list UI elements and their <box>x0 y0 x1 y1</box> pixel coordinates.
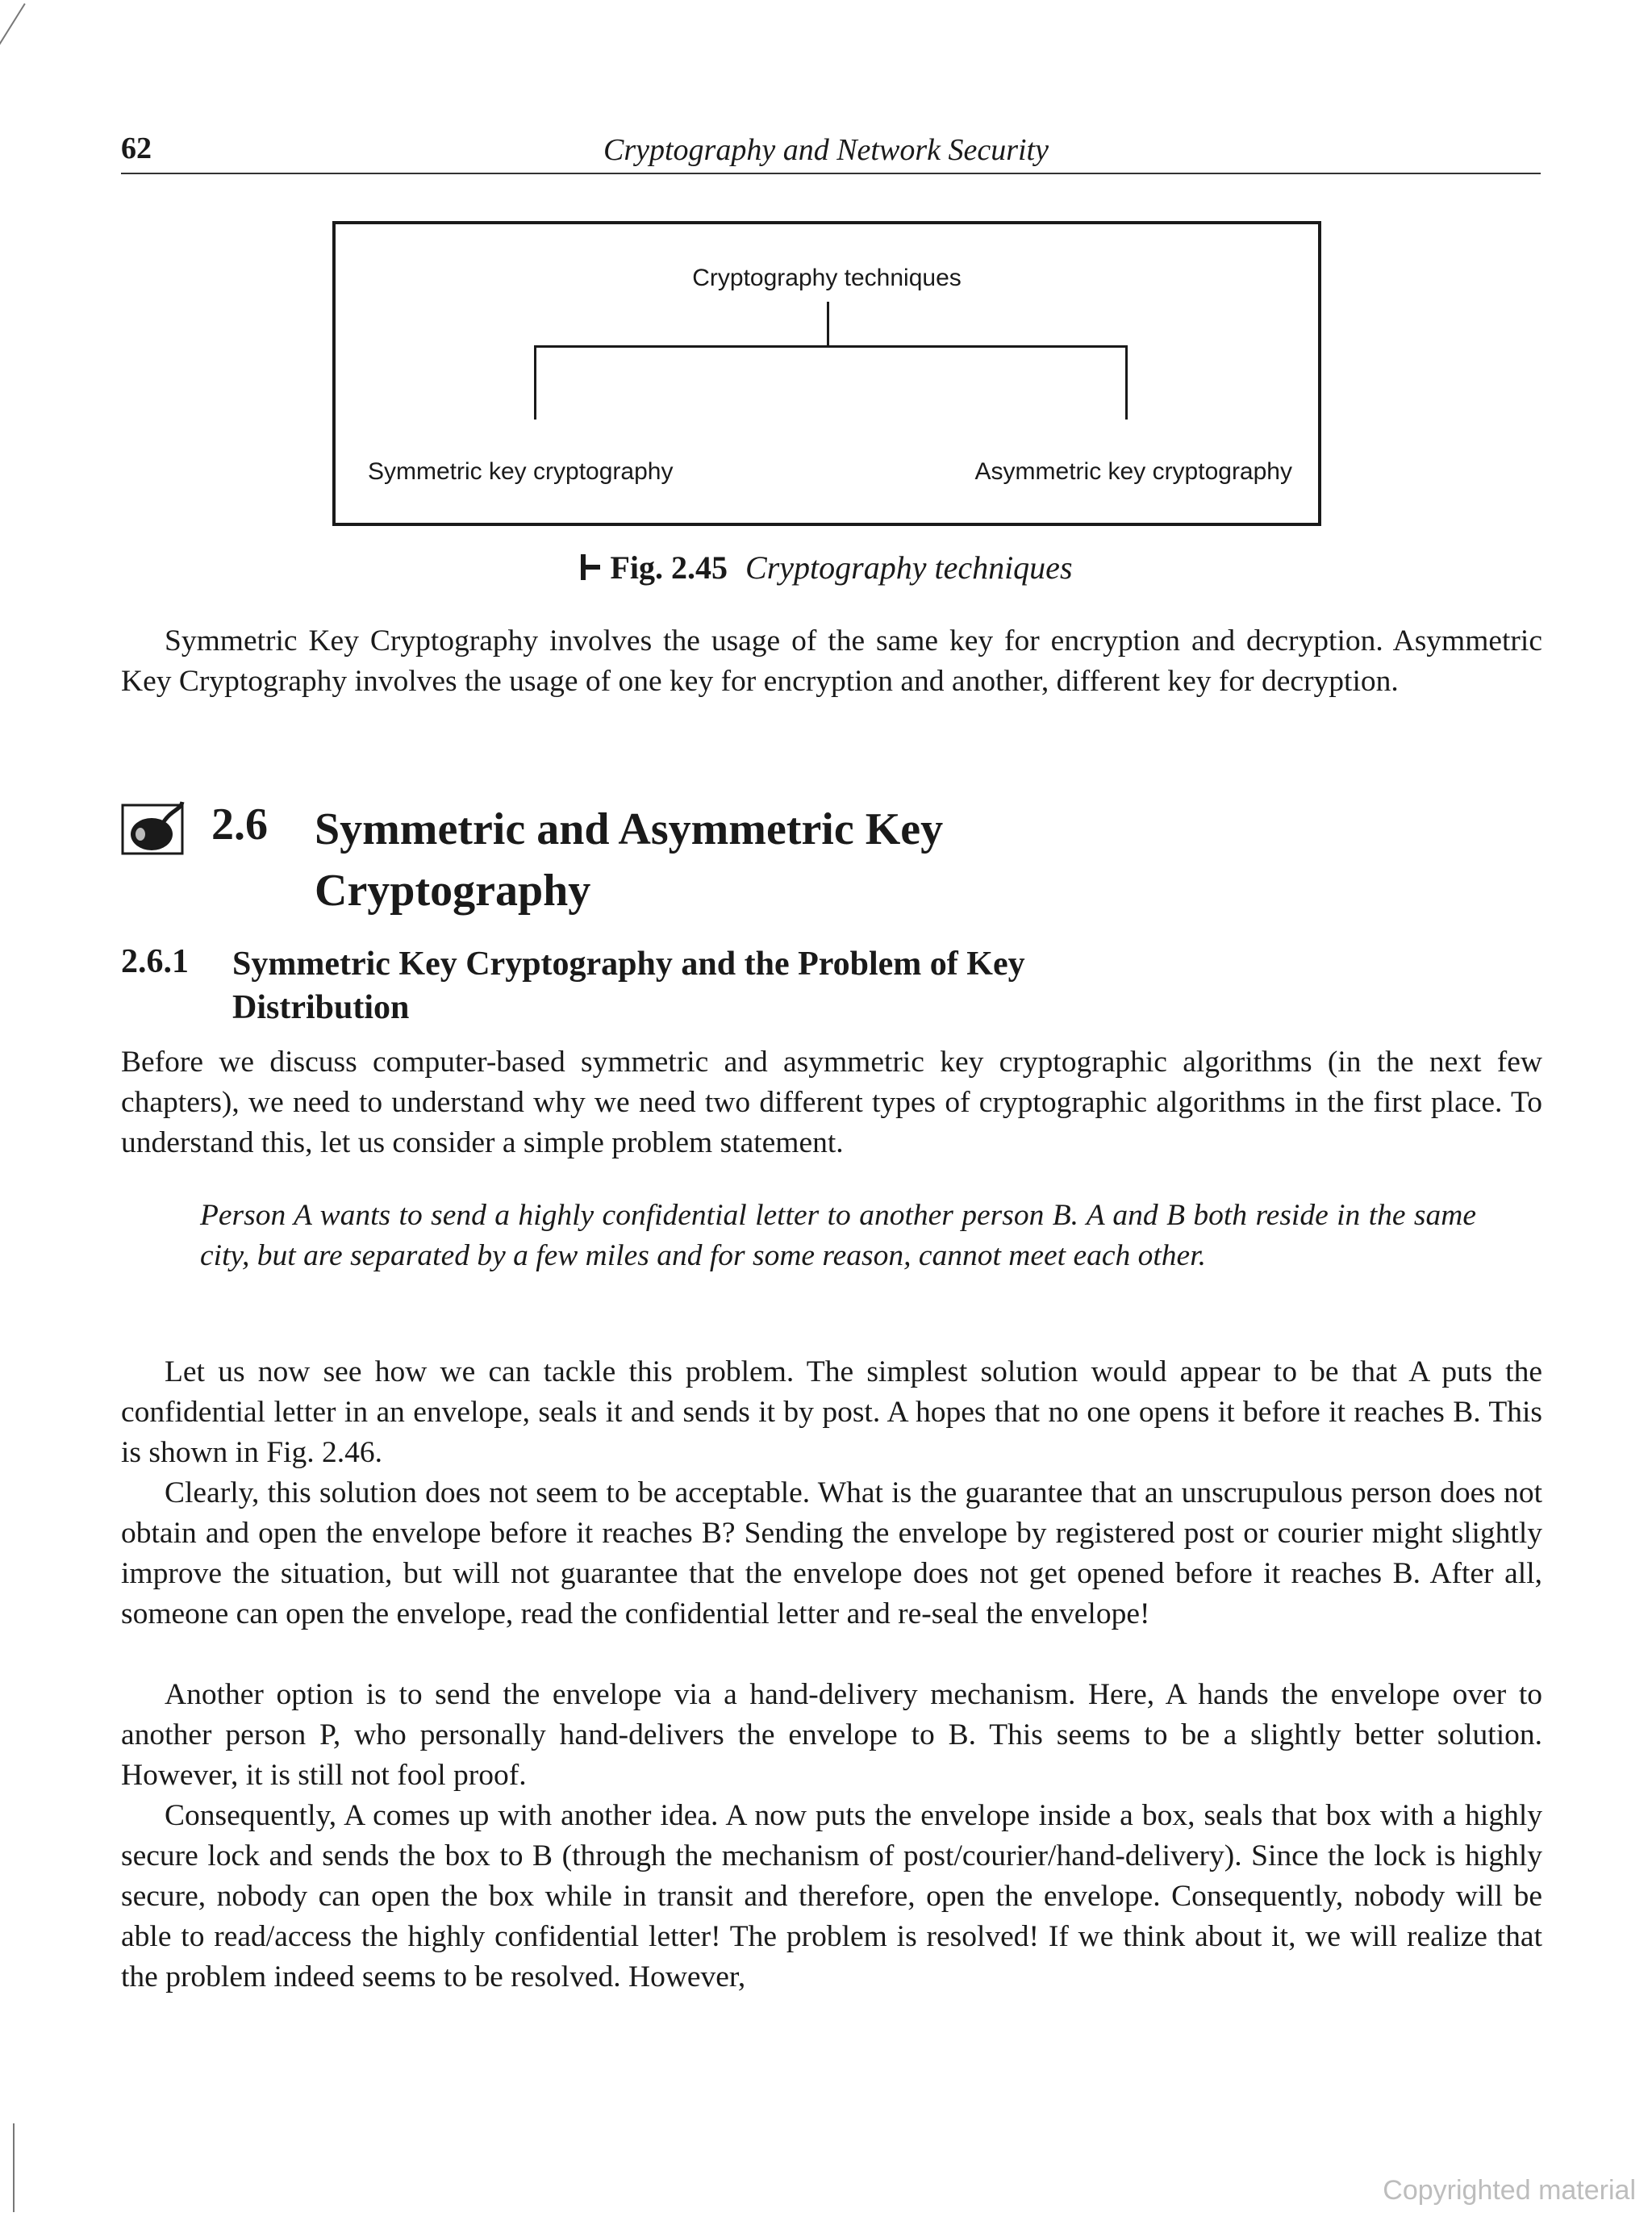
body-paragraph: Consequently, A comes up with another idea. A now puts the envelope inside a box, seals that box with a highly secure lock and sends the box to B (through the mechanism of post/courier/hand-delivery). Since the lock is highly secure, nobody can open the box while in transit and therefore, open the envelope. Consequently, nobody will be able to read/access the highly confidential letter! The problem is resolved! If we think about it, we will realize that the problem indeed seems to be resolved. However, <box>121 1799 1542 1993</box>
body-paragraph: Let us now see how we can tackle this problem. The simplest solution would appear to be that A puts the confidential letter in an envelope, seals it and sends it by post. A hopes that no one opens it before it reaches B. This is shown in Fig. 2.46. <box>121 1355 1542 1469</box>
mouse-icon <box>121 799 186 855</box>
scan-mark-left-margin <box>13 2123 15 2212</box>
diagram-right-node: Asymmetric key cryptography <box>974 458 1292 485</box>
diagram-left-node: Symmetric key cryptography <box>368 458 674 485</box>
section-title: Symmetric and Asymmetric Key Cryptography <box>315 804 944 916</box>
diagram-left-drop-line <box>534 345 536 420</box>
caption-marker-icon <box>579 553 603 582</box>
scan-mark-top-left <box>0 3 26 52</box>
diagram-right-drop-line <box>1125 345 1128 420</box>
body-paragraph: Clearly, this solution does not seem to be acceptable. What is the guarantee that an unscrupulous person does not obtain and open the envelope before it reaches B? Sending the envelope by registered post or courier might slightly improve the situation, but will not guarantee that the envelope does not get opened before it reaches B. After all, someone can open the envelope, read the confidential letter and re-seal the envelope! <box>121 1476 1542 1630</box>
body-paragraph: Another option is to send the envelope via a hand-delivery mechanism. Here, A hands the envelope over to another person P, who personally hand-delivers the envelope to B. This seems to be a slightly better solution. However, it is still not fool proof. <box>121 1678 1542 1792</box>
diagram-stem-line <box>827 302 829 347</box>
figure-box <box>332 221 1321 526</box>
copyright-watermark: Copyrighted material <box>1383 2175 1636 2206</box>
diagram-branch-line <box>534 345 1128 348</box>
caption-title: Cryptography techniques <box>745 549 1073 586</box>
header-rule <box>121 173 1541 174</box>
subsection-title: Symmetric Key Cryptography and the Problem of Key Distribution <box>232 946 1025 1026</box>
subsection-number: 2.6.1 <box>121 943 189 980</box>
intro-paragraph: Symmetric Key Cryptography involves the usage of the same key for encryption and decryption. Asymmetric Key Cryptography involves the usage of one key for encryption and another, different key for decryption. <box>121 624 1542 698</box>
diagram-root-node: Cryptography techniques <box>692 265 962 291</box>
section-number: 2.6 <box>211 799 268 850</box>
caption-label: Fig. 2.45 <box>610 549 728 586</box>
body-paragraph: Before we discuss computer-based symmetric and asymmetric key cryptographic algorithms (in the next few chapters), we need to understand why we need two different types of cryptographic algorithms in the first place. To understand this, let us consider a simple problem statement. <box>121 1046 1542 1159</box>
figure-caption <box>0 549 1652 587</box>
running-head: Cryptography and Network Security <box>603 133 1049 167</box>
problem-statement: Person A wants to send a highly confidential letter to another person B. A and B both reside in the same city, but are separated by a few miles and for some reason, cannot meet each other. <box>200 1199 1476 1272</box>
page-number: 62 <box>121 132 152 165</box>
